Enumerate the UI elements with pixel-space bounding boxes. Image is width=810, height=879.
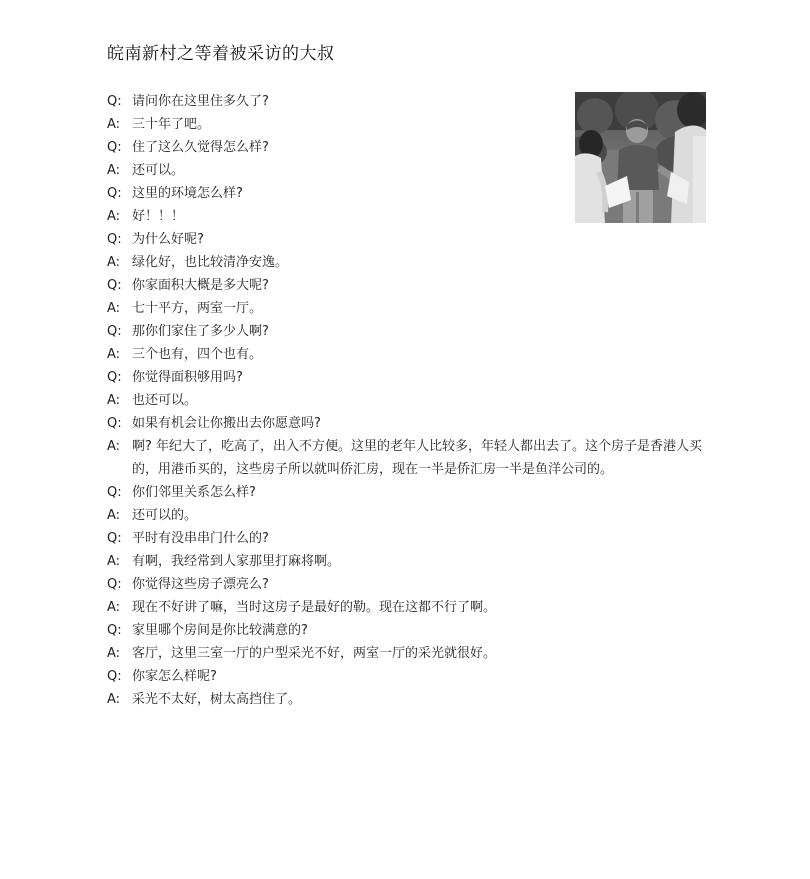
speaker-label: Q: — [107, 531, 122, 546]
dialogue-text: 绿化好，也比较清净安逸。 — [132, 255, 289, 270]
speaker-label: A: — [107, 692, 121, 707]
speaker-label: A: — [107, 117, 121, 132]
dialogue-text: 住了这么久觉得怎么样? — [132, 140, 269, 155]
speaker-label: Q: — [107, 232, 122, 247]
dialogue-text: 现在不好讲了嘛，当时这房子是最好的勒。现在这都不行了啊。 — [132, 600, 497, 615]
dialogue-line — [107, 205, 707, 228]
dialogue-line — [107, 320, 707, 343]
dialogue-line — [107, 550, 707, 573]
speaker-label: Q: — [107, 140, 122, 155]
dialogue-line — [107, 504, 707, 527]
dialogue-line — [107, 596, 707, 619]
dialogue-text: 那你们家住了多少人啊? — [132, 324, 269, 339]
dialogue-text: 七十平方，两室一厅。 — [132, 301, 263, 316]
dialogue-text: 你家怎么样呢? — [132, 669, 217, 684]
speaker-label: A: — [107, 554, 121, 569]
dialogue-text: 你家面积大概是多大呢? — [132, 278, 269, 293]
dialogue-line — [107, 136, 707, 159]
speaker-label: Q: — [107, 623, 122, 638]
dialogue-line — [107, 274, 707, 297]
dialogue-text: 客厅，这里三室一厅的户型采光不好，两室一厅的采光就很好。 — [132, 646, 497, 661]
dialogue-text: 三个也有，四个也有。 — [132, 347, 263, 362]
page-title: 皖南新村之等着被采访的大叔 — [107, 44, 335, 64]
speaker-label: Q: — [107, 278, 122, 293]
speaker-label: Q: — [107, 577, 122, 592]
speaker-label: A: — [107, 508, 121, 523]
dialogue-line — [107, 90, 707, 113]
dialogue-line — [107, 228, 707, 251]
speaker-label: A: — [107, 646, 121, 661]
speaker-label: A: — [107, 600, 121, 615]
dialogue-text: 家里哪个房间是你比较满意的? — [132, 623, 308, 638]
dialogue-line — [107, 527, 707, 550]
speaker-label: Q: — [107, 669, 122, 684]
speaker-label: Q: — [107, 186, 122, 201]
dialogue-line — [107, 366, 707, 389]
speaker-label: Q: — [107, 370, 122, 385]
dialogue-text: 也还可以。 — [132, 393, 198, 408]
dialogue-text: 这里的环境怎么样? — [132, 186, 243, 201]
speaker-label: A: — [107, 163, 121, 178]
speaker-label: Q: — [107, 324, 122, 339]
dialogue-line — [107, 573, 707, 596]
speaker-label: A: — [107, 255, 121, 270]
interview-transcript — [107, 90, 707, 711]
speaker-label: A: — [107, 301, 121, 316]
dialogue-line — [107, 159, 707, 182]
dialogue-line — [107, 182, 707, 205]
dialogue-text: 还可以的。 — [132, 508, 198, 523]
dialogue-line — [107, 389, 707, 412]
dialogue-text: 平时有没串串门什么的? — [132, 531, 269, 546]
dialogue-text: 采光不太好，树太高挡住了。 — [132, 692, 302, 707]
speaker-label: Q: — [107, 485, 122, 500]
dialogue-line — [107, 619, 707, 642]
dialogue-line — [107, 113, 707, 136]
dialogue-text: 你们邻里关系怎么样? — [132, 485, 256, 500]
dialogue-text: 还可以。 — [132, 163, 185, 178]
speaker-label: A: — [107, 393, 121, 408]
dialogue-text: 有啊，我经常到人家那里打麻将啊。 — [132, 554, 341, 569]
speaker-label: Q: — [107, 416, 122, 431]
dialogue-line — [107, 688, 707, 711]
dialogue-line — [107, 412, 707, 435]
speaker-label: A: — [107, 347, 121, 362]
dialogue-text: 请问你在这里住多久了? — [132, 94, 269, 109]
dialogue-text: 三十年了吧。 — [132, 117, 211, 132]
dialogue-line — [107, 435, 707, 481]
dialogue-line — [107, 251, 707, 274]
speaker-label: A: — [107, 439, 121, 454]
dialogue-text: 你觉得这些房子漂亮么? — [132, 577, 269, 592]
speaker-label: A: — [107, 209, 121, 224]
dialogue-line — [107, 343, 707, 366]
dialogue-text: 啊? 年纪大了，吃高了，出入不方便。这里的老年人比较多，年轻人都出去了。这个房子是香港人买的，用港币买的，这些房子所以就叫侨汇房，现在一半是侨汇房一半是鱼洋公司的。 — [132, 439, 703, 477]
dialogue-text: 为什么好呢? — [132, 232, 204, 247]
dialogue-line — [107, 665, 707, 688]
dialogue-line — [107, 481, 707, 504]
dialogue-line — [107, 642, 707, 665]
dialogue-text: 好！！！ — [132, 209, 185, 224]
dialogue-line — [107, 297, 707, 320]
dialogue-text: 你觉得面积够用吗? — [132, 370, 243, 385]
dialogue-text: 如果有机会让你搬出去你愿意吗? — [132, 416, 321, 431]
speaker-label: Q: — [107, 94, 122, 109]
